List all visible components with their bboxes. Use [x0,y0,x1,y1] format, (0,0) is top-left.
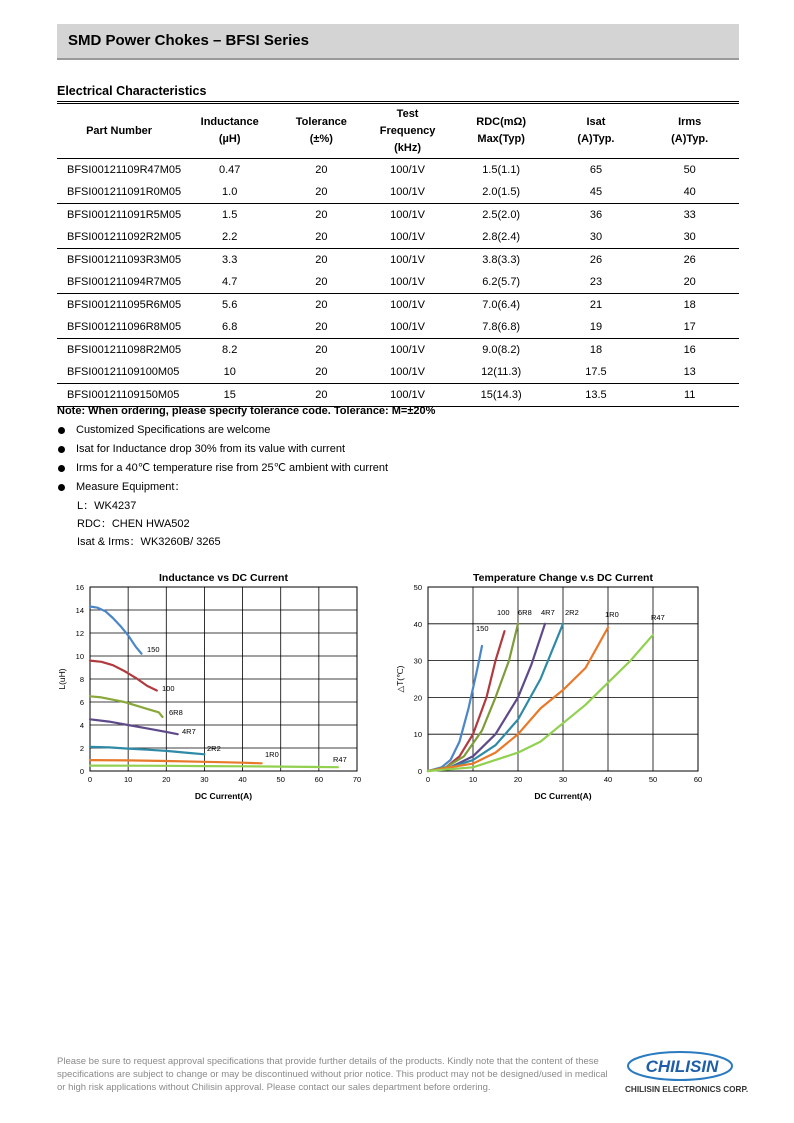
bullet-dot [58,446,65,453]
note-bullet [57,421,435,440]
table-header-row [57,103,739,159]
column-header [640,103,739,159]
x-tick-label: 70 [352,775,362,784]
x-tick-label: 30 [200,775,209,784]
x-tick-label: 20 [513,775,523,784]
column-header-line: (A)Typ. [671,133,709,145]
series-label: R47 [651,613,665,622]
table-cell: 20 [315,209,328,221]
table-cell: 17.5 [552,361,641,384]
column-header-line: Isat [586,116,606,128]
column-header [451,103,552,159]
table-cell: 100/1V [364,181,450,204]
table-row [57,271,739,294]
note-bullet [57,478,435,497]
table-cell: 20 [315,344,328,356]
x-tick-label: 20 [162,775,171,784]
table-cell: 100/1V [390,299,426,311]
y-axis-label: L(uH) [57,668,67,690]
table-cell: 0.47 [218,164,241,176]
part-number-cell: BFSI001211095R6M05 [67,299,182,311]
series-line-150 [428,646,482,771]
bullet-dot [58,427,65,434]
table-cell: 20 [315,164,328,176]
table-cell: 100/1V [364,384,450,407]
table-cell: 9.0(8.2) [482,344,521,356]
y-tick-label: 14 [75,606,84,615]
part-number-cell: BFSI001211096R8M05 [57,316,181,339]
table-cell: 19 [552,316,641,339]
y-tick-label: 20 [413,693,422,703]
table-cell: 20 [278,384,364,407]
column-header-line: RDC(mΩ) [476,116,527,128]
section-title: Electrical Characteristics [57,84,207,98]
y-tick-label: 16 [75,583,84,592]
series-label: 1R0 [265,750,279,759]
column-header [57,103,181,159]
column-header [278,103,364,159]
table-cell: 20 [278,226,364,249]
table-cell: 100/1V [364,271,450,294]
inductance-chart [55,568,375,808]
table-cell: 10 [181,361,278,384]
table-cell: 15(14.3) [451,384,552,407]
table-cell: 20 [278,271,364,294]
series-label: 2R2 [565,608,579,617]
column-header-line: Frequency [379,124,436,137]
table-cell: 1.5 [222,209,238,221]
y-axis-label: △T(℃) [395,665,405,693]
x-tick-label: 50 [276,775,285,784]
equipment-line: Isat & Irms：WK3260B/ 3265 [77,536,221,548]
table-cell: 17 [640,316,739,339]
column-header-line: Test [396,107,419,120]
x-tick-label: 30 [558,775,568,784]
table-cell: 65 [589,164,603,176]
table-cell: 100/1V [390,254,426,266]
table-cell: 11 [640,384,739,407]
x-tick-label: 40 [603,775,613,784]
column-header-line: Part Number [86,124,153,137]
chart-title: Inductance vs DC Current [159,572,288,584]
y-tick-label: 0 [79,767,84,776]
table-cell: 2.8(2.4) [451,226,552,249]
column-header-line: Inductance [200,116,259,128]
table-cell: 4.7 [181,271,278,294]
table-cell: 50 [683,164,696,176]
table-cell: 6.2(5.7) [451,271,552,294]
series-label: 100 [162,684,175,693]
notes-section [57,405,435,551]
x-tick-label: 60 [314,775,324,784]
y-tick-label: 10 [413,730,422,740]
note-bullet-text: Customized Specifications are welcome [76,424,271,436]
table-cell: 16 [683,344,696,356]
column-header-line: Irms [678,116,702,128]
spec-table [57,101,739,407]
series-label: 150 [476,624,489,633]
table-cell: 13 [640,361,739,384]
table-cell: 18 [683,299,696,311]
table-cell: 20 [640,271,739,294]
note-bullet-text: Isat for Inductance drop 30% from its value with current [76,443,346,455]
table-row [57,204,739,227]
series-label: 1R0 [605,610,619,619]
table-cell: 100/1V [364,361,450,384]
y-tick-label: 10 [75,652,84,661]
part-number-cell: BFSI00121109150M05 [57,384,181,407]
series-line-150 [90,607,142,654]
table-row [57,361,739,384]
table-cell: 100/1V [390,344,426,356]
part-number-cell: BFSI001211091R0M05 [57,181,181,204]
table-cell: 33 [683,209,696,221]
footer-disclaimer: Please be sure to request approval specifications that provide further details of the products. Kindly note that the content of these specifications are subject to change or may be discontinued without prior notice. This product may not be designed/used in medical or high risk applications without Chilisin approval. Please contact our sales department before ordering. [57,1056,608,1093]
header-bar [57,24,739,60]
table-cell: 8.2 [222,344,238,356]
table-cell: 1.0 [181,181,278,204]
series-label: 6R8 [518,608,532,617]
part-number-cell: BFSI001211092R2M05 [57,226,181,249]
y-tick-label: 8 [79,675,84,684]
table-cell: 20 [315,254,328,266]
note-bullet-text: Measure Equipment： [76,481,186,493]
company-name: CHILISIN ELECTRONICS CORP. [625,1085,749,1094]
series-label: 2R2 [207,744,221,753]
table-cell: 100/1V [364,226,450,249]
table-cell: 26 [683,254,696,266]
equipment-line: L：WK4237 [77,500,137,512]
series-label: 4R7 [541,608,555,617]
part-number-cell: BFSI001211091R5M05 [67,209,182,221]
part-number-cell: BFSI001211098R2M05 [67,344,182,356]
x-axis-label: DC Current(A) [534,791,592,801]
equipment-line: RDC：CHEN HWA502 [77,518,190,530]
logo-wordmark: CHILISIN [645,1057,719,1076]
note-bullet-text: Irms for a 40℃ temperature rise from 25℃ ambient with current [76,462,389,474]
table-cell: 20 [278,316,364,339]
table-cell: 5.6 [222,299,238,311]
y-tick-label: 0 [417,767,422,776]
series-line-100 [90,661,157,691]
column-header-line: (kHz) [394,141,422,154]
table-row [57,159,739,182]
table-cell: 15 [181,384,278,407]
column-header-line: (±%) [309,133,333,145]
table-cell: 7.0(6.4) [482,299,521,311]
table-row [57,384,739,407]
bullet-dot [58,484,65,491]
x-tick-label: 0 [87,775,93,784]
part-number-cell: BFSI00121109100M05 [57,361,181,384]
table-cell: 20 [278,181,364,204]
table-cell: 100/1V [390,209,426,221]
y-tick-label: 4 [79,721,84,730]
x-tick-label: 50 [648,775,658,784]
x-axis-label: DC Current(A) [194,791,253,801]
table-cell: 6.8 [181,316,278,339]
note-title: Note: When ordering, please specify tolerance code. Tolerance: M=±20% [57,405,436,417]
note-bullet [57,459,435,478]
part-number-cell: BFSI00121109R47M05 [67,164,182,176]
y-tick-label: 2 [79,744,84,753]
column-header-line: Max(Typ) [477,133,525,145]
table-cell: 30 [552,226,641,249]
table-row [57,249,739,272]
table-cell: 13.5 [552,384,641,407]
column-header-line: Tolerance [295,116,347,128]
chart-title: Temperature Change v.s DC Current [473,572,653,584]
y-tick-label: 50 [413,583,422,592]
series-line-R47 [90,766,338,768]
column-header [364,103,450,159]
column-header [181,103,278,159]
y-tick-label: 6 [79,698,84,707]
table-cell: 36 [589,209,603,221]
x-tick-label: 0 [425,775,431,784]
part-number-cell: BFSI001211093R3M05 [67,254,182,266]
series-label: 100 [497,608,510,617]
series-line-1R0 [90,760,262,763]
table-cell: 100/1V [390,164,426,176]
table-cell: 18 [589,344,603,356]
table-cell: 40 [640,181,739,204]
y-tick-label: 30 [413,656,422,666]
table-row [57,294,739,317]
series-label: R47 [333,755,347,764]
series-line-4R7 [90,719,178,734]
column-header-line: (A)Typ. [577,133,615,145]
bullet-dot [58,465,65,472]
x-tick-label: 10 [123,775,133,784]
table-cell: 2.2 [181,226,278,249]
table-body [57,159,739,407]
column-header [552,103,641,159]
table-row [57,316,739,339]
temperature-chart [392,568,722,808]
company-logo [620,1048,760,1098]
table-cell: 23 [552,271,641,294]
table-row [57,339,739,362]
x-tick-label: 60 [693,775,703,784]
x-tick-label: 10 [468,775,478,784]
x-tick-label: 40 [238,775,247,784]
table-row [57,226,739,249]
column-header-line: (µH) [218,133,241,145]
table-cell: 1.5(1.1) [482,164,521,176]
table-row [57,181,739,204]
table-cell: 100/1V [364,316,450,339]
table-cell: 3.8(3.3) [482,254,521,266]
table-cell: 7.8(6.8) [451,316,552,339]
note-bullet [57,440,435,459]
series-label: 150 [147,645,160,654]
page-title: SMD Power Chokes – BFSI Series [68,32,309,49]
table-cell: 2.0(1.5) [451,181,552,204]
table-cell: 3.3 [222,254,238,266]
table-cell: 26 [589,254,603,266]
table-cell: 2.5(2.0) [482,209,521,221]
series-line-6R8 [90,696,163,717]
table-cell: 12(11.3) [451,361,552,384]
table-cell: 21 [589,299,603,311]
part-number-cell: BFSI001211094R7M05 [57,271,181,294]
table-cell: 20 [315,299,328,311]
y-tick-label: 40 [413,619,422,629]
y-tick-label: 12 [75,629,84,638]
table-cell: 20 [278,361,364,384]
series-label: 6R8 [169,708,183,717]
table-cell: 45 [552,181,641,204]
series-label: 4R7 [182,727,196,736]
table-cell: 30 [640,226,739,249]
